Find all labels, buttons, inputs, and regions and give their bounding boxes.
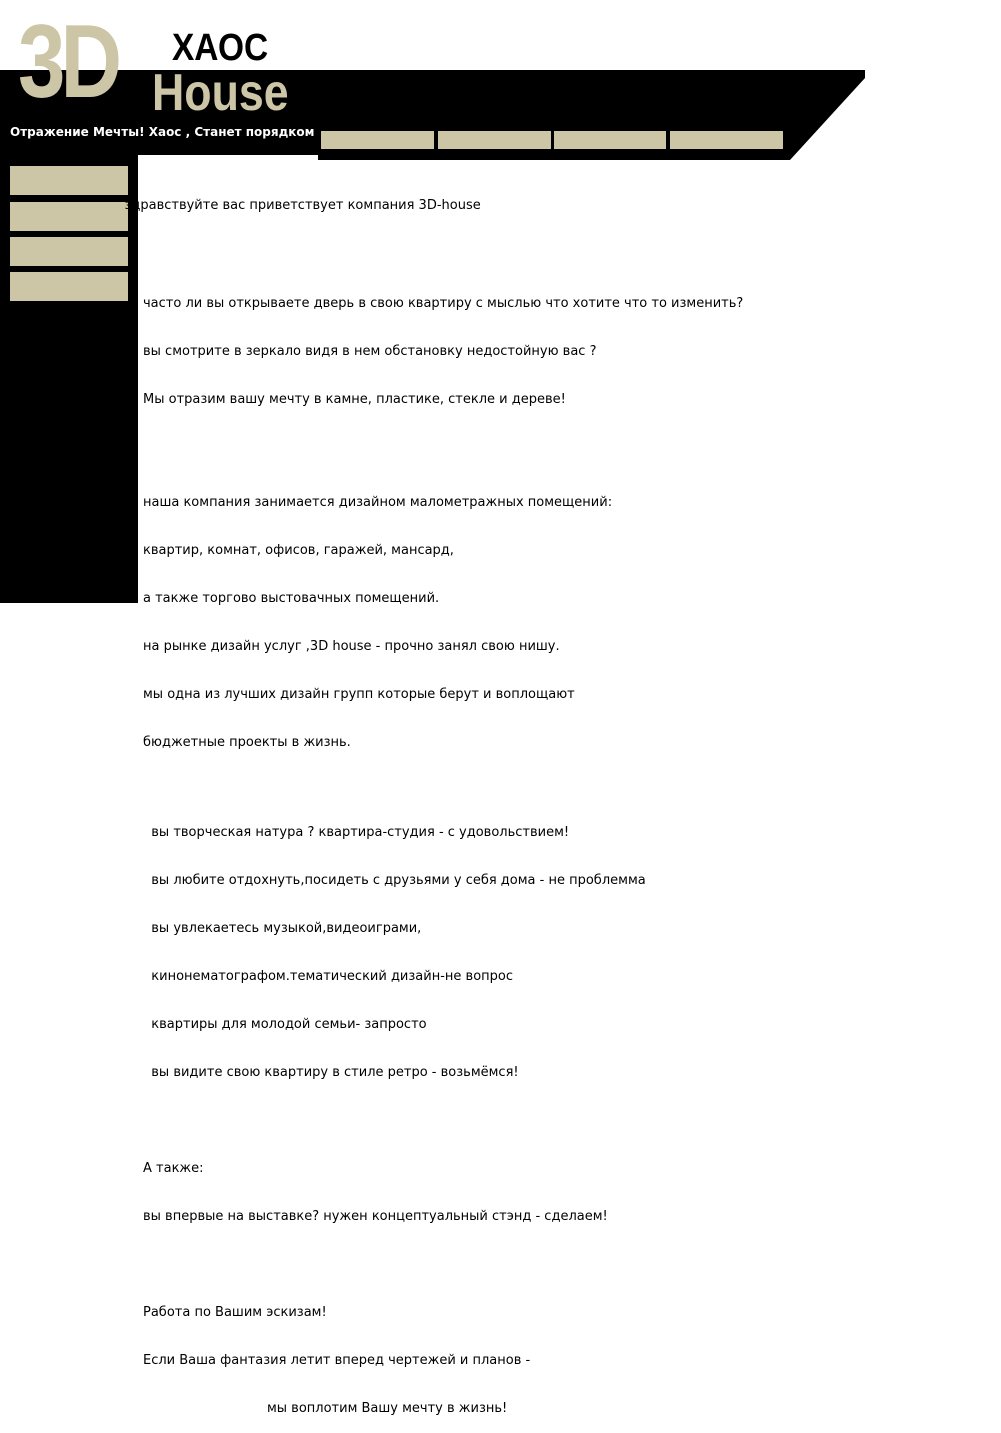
intro-line-3: Мы отразим вашу мечту в камне, пластике, стекле и дереве!	[143, 392, 566, 407]
greeting-text: здравствуйте вас приветствует компания 3D-house	[79, 198, 481, 213]
nav-tab-2[interactable]	[438, 131, 551, 149]
sidebar-button-3[interactable]	[10, 237, 128, 266]
main-content	[79, 166, 783, 1433]
intro-line-1: часто ли вы открываете дверь в свою квартиру с мыслью что хотите что то изменить?	[143, 296, 744, 311]
about-line-4: на рынке дизайн услуг ,3D house - прочно занял свою нишу.	[143, 639, 560, 654]
sidebar-button-1[interactable]	[10, 166, 128, 195]
about-line-5: мы одна из лучших дизайн групп которые берут и воплощают	[143, 687, 575, 702]
logo-chaos-text: ХАОС	[172, 27, 269, 69]
offer-line-6: вы видите свою квартиру в стиле ретро - возьмёмся!	[143, 1065, 519, 1080]
also-line-2: вы впервые на выставке? нужен концептуальный стэнд - сделаем!	[143, 1209, 608, 1224]
offer-line-3: вы увлекаетесь музыкой,видеоиграми,	[143, 921, 422, 936]
sidebar-button-4[interactable]	[10, 272, 128, 301]
nav-tab-4[interactable]	[670, 131, 783, 149]
logo-house-text: House	[152, 64, 289, 122]
offer-line-1: вы творческая натура ? квартира-студия - с удовольствием!	[143, 825, 570, 840]
closing-line-1: Работа по Вашим эскизам!	[143, 1305, 327, 1320]
logo-3d-text: 3D	[18, 4, 118, 120]
intro-line-2: вы смотрите в зеркало видя в нем обстановку недостойную вас ?	[143, 344, 597, 359]
offer-line-4: кинонематографом.тематический дизайн-не вопрос	[143, 969, 513, 984]
nav-tab-1[interactable]	[321, 131, 434, 149]
nav-tab-3[interactable]	[554, 131, 666, 149]
offer-line-2: вы любите отдохнуть,посидеть с друзьями у себя дома - не проблемма	[143, 873, 646, 888]
content-panel-white	[138, 155, 318, 160]
offer-line-5: квартиры для молодой семьи- запросто	[143, 1017, 427, 1032]
about-line-2: квартир, комнат, офисов, гаражей, мансард,	[143, 543, 454, 558]
closing-line-3: мы воплотим Вашу мечту в жизнь!	[143, 1401, 508, 1416]
about-line-6: бюджетные проекты в жизнь.	[143, 735, 351, 750]
closing-line-2: Если Ваша фантазия летит вперед чертежей и планов -	[143, 1353, 531, 1368]
about-line-1: наша компания занимается дизайном малометражных помещений:	[143, 495, 613, 510]
about-line-3: а также торгово выстовачных помещений.	[143, 591, 440, 606]
site-tagline: Отражение Мечты! Хаос , Станет порядком	[10, 125, 315, 139]
also-line-1: А также:	[143, 1161, 204, 1176]
